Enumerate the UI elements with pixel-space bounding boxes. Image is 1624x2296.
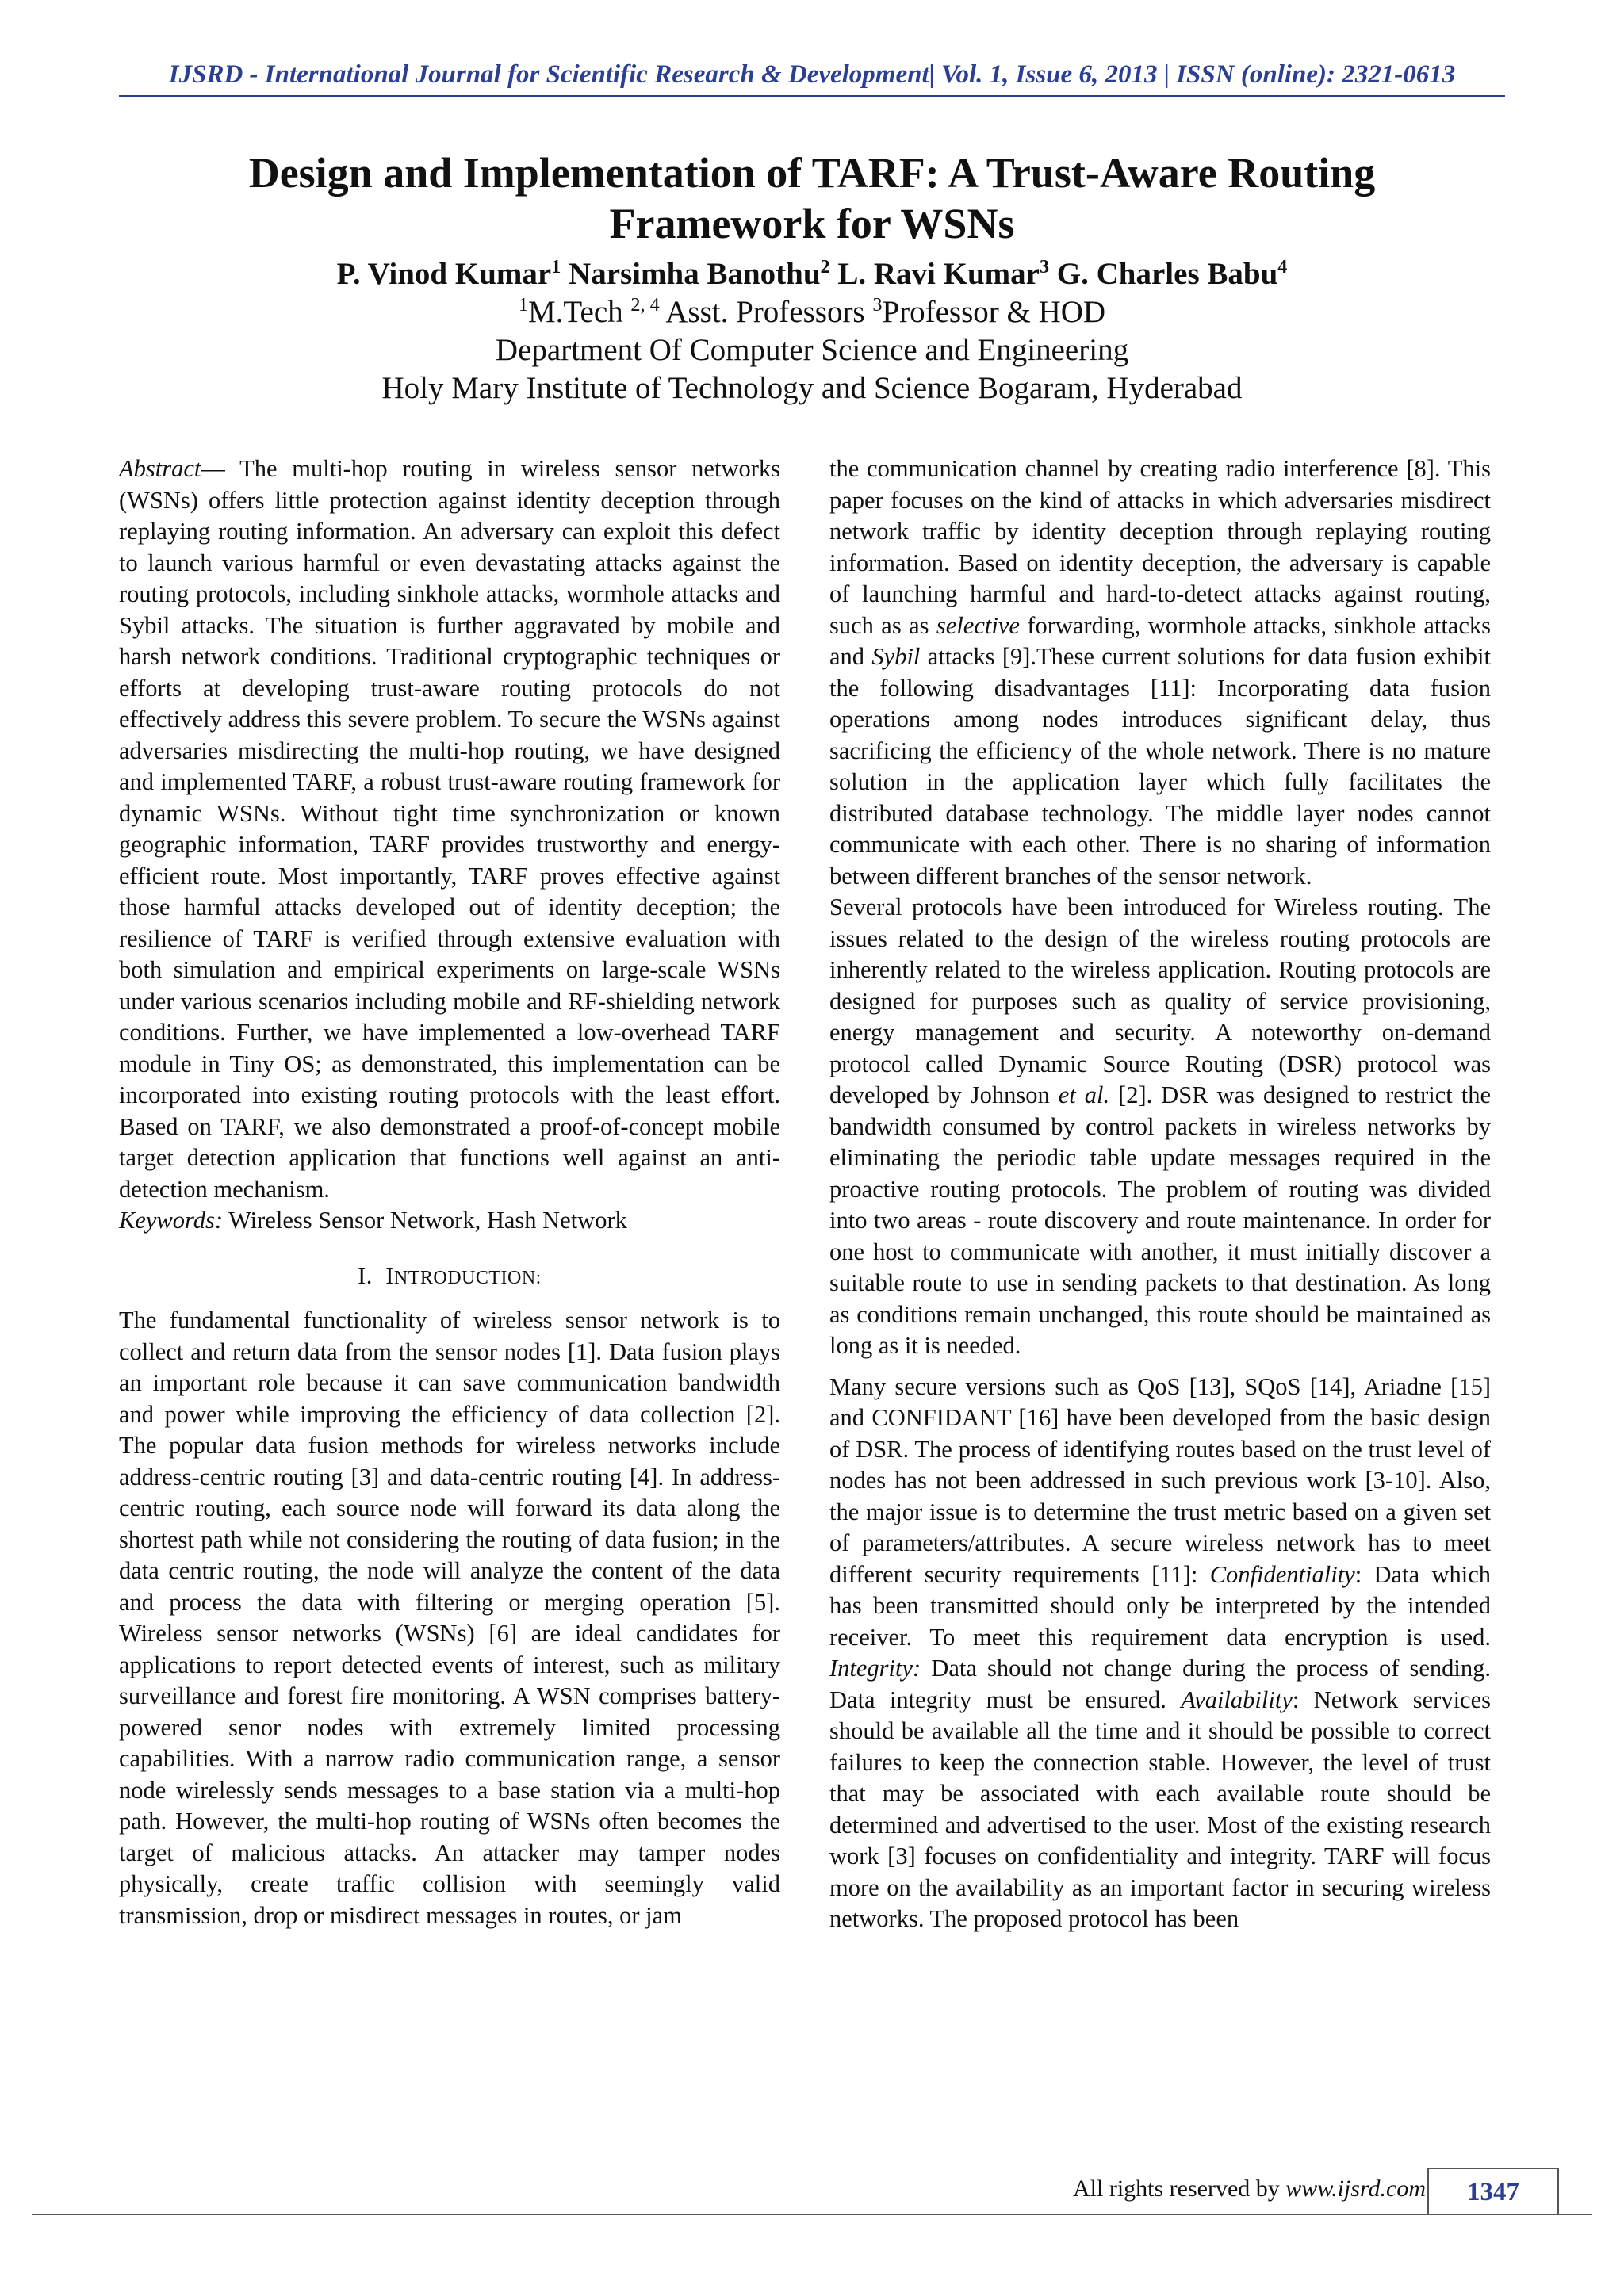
role-text: Asst. Professors bbox=[659, 295, 873, 329]
left-column bbox=[119, 453, 780, 1931]
author-name: P. Vinod Kumar bbox=[336, 257, 552, 291]
section-title-rest: NTRODUCTION: bbox=[393, 1267, 542, 1288]
author-sup: 2 bbox=[820, 256, 830, 277]
text-run-italic: et al. bbox=[1058, 1081, 1110, 1108]
text-run-italic: Sybil bbox=[871, 643, 921, 670]
author-sup: 4 bbox=[1277, 256, 1288, 277]
text-run-italic: Availability bbox=[1181, 1686, 1293, 1713]
department: Department Of Computer Science and Engineering bbox=[495, 333, 1129, 367]
paper-title bbox=[151, 147, 1473, 249]
text-run: Many secure versions such as QoS [13], SQoS [14], Ariadne [15] and CONFIDANT [16] have been developed from the basic design of DSR. The process of identifying routes based on the trust level of nodes has not been addressed in such previous work [3-10]. Also, the major issue is to determine the trust metric based on a given set of parameters/attributes. A secure wireless network has to meet different security requirements [11]: bbox=[829, 1372, 1491, 1588]
author-list bbox=[119, 254, 1505, 295]
author-sup: 1 bbox=[551, 256, 561, 277]
author-sup: 3 bbox=[1039, 256, 1050, 277]
page-number: 1347 bbox=[1427, 2168, 1559, 2215]
text-run-italic: Integrity: bbox=[829, 1655, 921, 1682]
title-line-2: Framework for WSNs bbox=[609, 200, 1015, 247]
intro-paragraph: The fundamental functionality of wireless sensor network is to collect and return data from the sensor nodes [1]. Data fusion plays an important role because it can save communication bandwidth and power while improving the efficiency of data collection [2]. The popular data fusion methods for wireless networks include address-centric routing [3] and data-centric routing [4]. In address-centric routing, each source node will forward its data along the shortest path while not considering the routing of data fusion; in the data centric routing, the node will analyze the content of the data and process the data with filtering or merging operation [5]. Wireless sensor networks (WSNs) [6] are ideal candidates for applications to report detected events of interest, such as military surveillance and forest fire monitoring. A WSN comprises battery-powered senor nodes with extremely limited processing capabilities. With a narrow radio communication range, a sensor node wirelessly sends messages to a base station via a multi-hop path. However, the multi-hop routing of WSNs often becomes the target of malicious attacks. An attacker may tamper nodes physically, create traffic collision with seemingly valid transmission, drop or misdirect messages in routes, or jam bbox=[119, 1307, 780, 1929]
running-head: IJSRD - International Journal for Scientific Research & Development| Vol. 1, Issue 6, 2013 | ISSN (online): 2321-0613 bbox=[168, 60, 1456, 89]
section-heading-introduction bbox=[119, 1261, 780, 1295]
role-text: Professor & HOD bbox=[882, 295, 1106, 329]
text-run: the communication channel by creating radio interference [8]. This paper focuses on the kind of attacks in which adversaries misdirect network traffic by identity deception through replaying routing information. Based on identity deception, the adversary is capable of launching harmful and hard-to-detect attacks against routing, such as as bbox=[829, 455, 1491, 639]
author-name: G. Charles Babu bbox=[1056, 257, 1278, 291]
header-rule bbox=[119, 95, 1505, 97]
text-run-italic: selective bbox=[936, 611, 1020, 639]
keywords-text: Wireless Sensor Network, Hash Network bbox=[223, 1207, 627, 1234]
text-run: : Data which has been transmitted should only be interpreted by the intended receiver. To meet this requirement data encryption is used. bbox=[829, 1560, 1491, 1651]
abstract-label: Abstract bbox=[119, 455, 201, 482]
text-run: forwarding, wormhole attacks, sinkhole attacks and bbox=[829, 611, 1491, 670]
abstract-text: The multi-hop routing in wireless sensor networks (WSNs) offers little protection against identity deception through replaying routing information. An adversary can exploit this defect to launch various harmful or even devastating attacks against the routing protocols, including sinkhole attacks, wormhole attacks and Sybil attacks. The situation is further aggravated by mobile and harsh network conditions. Traditional cryptographic techniques or efforts at developing trust-aware routing protocols do not effectively address this severe problem. To secure the WSNs against adversaries misdirecting the multi-hop routing, we have designed and implemented TARF, a robust trust-aware routing framework for dynamic WSNs. Without tight time synchronization or known geographic information, TARF provides trustworthy and energy-efficient route. Most importantly, TARF proves effective against those harmful attacks developed out of identity deception; the resilience of TARF is verified through extensive evaluation with both simulation and empirical experiments on large-scale WSNs under various scenarios including mobile and RF-shielding network conditions. Further, we have implemented a low-overhead TARF module in Tiny OS; as demonstrated, this implementation can be incorporated into existing routing protocols with the least effort. Based on TARF, we also demonstrated a proof-of-concept mobile target detection application that functions well against an anti-detection mechanism. bbox=[119, 455, 780, 1203]
text-run: attacks [9].These current solutions for data fusion exhibit the following disadvantages [11]: Incorporating data fusion operations among nodes introduces significant delay, thus sacrificing the efficiency of the whole network. There is no mature solution in the application layer which fully facilitates the distributed database technology. The middle layer nodes cannot communicate with each other. There is no sharing of information between different branches of the sensor network. bbox=[829, 643, 1491, 890]
institute: Holy Mary Institute of Technology and Science Bogaram, Hyderabad bbox=[381, 371, 1243, 405]
abstract bbox=[119, 453, 780, 1205]
body-paragraph-2 bbox=[829, 892, 1491, 1362]
body-paragraph-1 bbox=[829, 453, 1491, 892]
section-number: I. bbox=[358, 1261, 373, 1289]
role-sup: 3 bbox=[872, 294, 883, 316]
abstract-dash: — bbox=[201, 455, 240, 482]
text-run: Several protocols have been introduced for Wireless routing. The issues related to the design of the wireless routing protocols are inherently related to the wireless application. Routing protocols are designed for purposes such as quality of service provisioning, energy management and security. A noteworthy on-demand protocol called Dynamic Source Routing (DSR) protocol was developed by Johnson bbox=[829, 894, 1491, 1108]
footer-rule bbox=[32, 2214, 1592, 2215]
title-line-1: Design and Implementation of TARF: A Trust-Aware Routing bbox=[248, 149, 1376, 197]
section-title-first: I bbox=[385, 1261, 394, 1289]
keywords bbox=[119, 1205, 780, 1237]
rights-text: All rights reserved by bbox=[1073, 2175, 1286, 2202]
text-run: [2]. DSR was designed to restrict the bandwidth consumed by control packets in wireless networks by eliminating the periodic table update messages required in the proactive routing protocols. The problem of routing was divided into two areas - route discovery and route maintenance. In order for one host to communicate with another, it must initially discover a suitable route to use in sending packets to that destination. As long as conditions remain unchanged, this route should be maintained as long as it is needed. bbox=[829, 1081, 1491, 1359]
role-sup: 1 bbox=[518, 294, 528, 316]
role-text: M.Tech bbox=[527, 295, 631, 329]
author-name: Narsimha Banothu bbox=[569, 257, 821, 291]
footer-site-link[interactable]: www.ijsrd.com bbox=[1285, 2175, 1426, 2202]
author-name: L. Ravi Kumar bbox=[837, 257, 1040, 291]
text-run: : Network services should be available all the time and it should be possible to correct failures to keep the connection stable. However, the level of trust that may be associated with each available route should be determined and advertised to the user. Most of the existing research work [3] focuses on confidentiality and integrity. TARF will focus more on the availability as an important factor in securing wireless networks. The proposed protocol has been bbox=[829, 1686, 1491, 1932]
footer-rights bbox=[1073, 2175, 1426, 2202]
text-run: Data should not change during the process of sending. Data integrity must be ensured. bbox=[829, 1655, 1491, 1713]
text-run-italic: Confidentiality bbox=[1209, 1560, 1355, 1588]
author-roles bbox=[119, 293, 1505, 331]
right-column bbox=[829, 453, 1491, 1935]
body-paragraph-3 bbox=[829, 1372, 1491, 1935]
role-sup: 2, 4 bbox=[630, 294, 660, 316]
keywords-label: Keywords: bbox=[119, 1207, 224, 1234]
